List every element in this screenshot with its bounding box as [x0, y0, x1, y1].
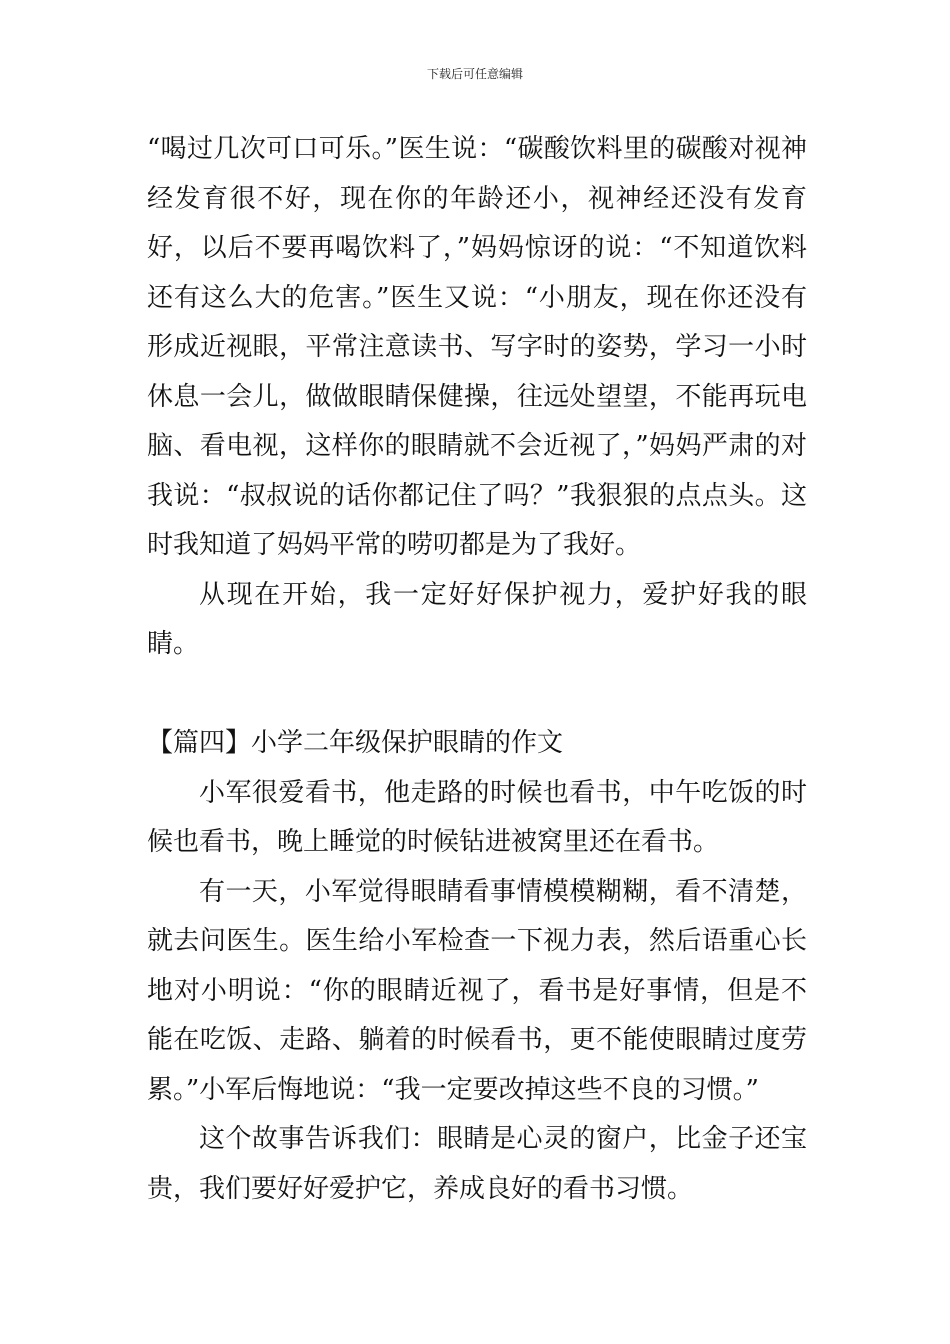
section-title: 【篇四】小学二年级保护眼睛的作文: [147, 728, 564, 758]
paragraph: 这个故事告诉我们：眼睛是心灵的窗户，比金子还宝贵，我们要好好爱护它，养成良好的看书习惯。: [147, 1124, 807, 1204]
document-body: [147, 125, 807, 1214]
page-header-note: 下载后可任意编辑: [426, 67, 523, 81]
paragraph: 小军很爱看书，他走路的时候也看书，中午吃饭的时候也看书，晚上睡觉的时候钻进被窝里还在看书。: [147, 777, 807, 857]
section-spacer: [147, 670, 807, 720]
paragraph: 从现在开始，我一定好好保护视力，爱护好我的眼睛。: [147, 579, 807, 659]
paragraph: 有一天，小军觉得眼睛看事情模模糊糊，看不清楚，就去问医生。医生给小军检查一下视力表，然后语重心长地对小明说：“你的眼睛近视了，看书是好事情，但是不能在吃饭、走路、躺着的时候看书，更不能使眼睛过度劳累。”小军后悔地说：“我一定要改掉这些不良的习惯。”: [147, 876, 807, 1105]
paragraph: “喝过几次可口可乐。”医生说：“碳酸饮料里的碳酸对视神经发育很不好，现在你的年龄还小，视神经还没有发育好，以后不要再喝饮料了，”妈妈惊讶的说：“不知道饮料还有这么大的危害。”医生又说：“小朋友，现在你还没有形成近视眼，平常注意读书、写字时的姿势，学习一小时休息一会儿，做做眼睛保健操，往远处望望，不能再玩电脑、看电视，这样你的眼睛就不会近视了，”妈妈严肃的对我说：“叔叔说的话你都记住了吗？”我狠狠的点点头。这时我知道了妈妈平常的唠叨都是为了我好。: [147, 134, 807, 560]
